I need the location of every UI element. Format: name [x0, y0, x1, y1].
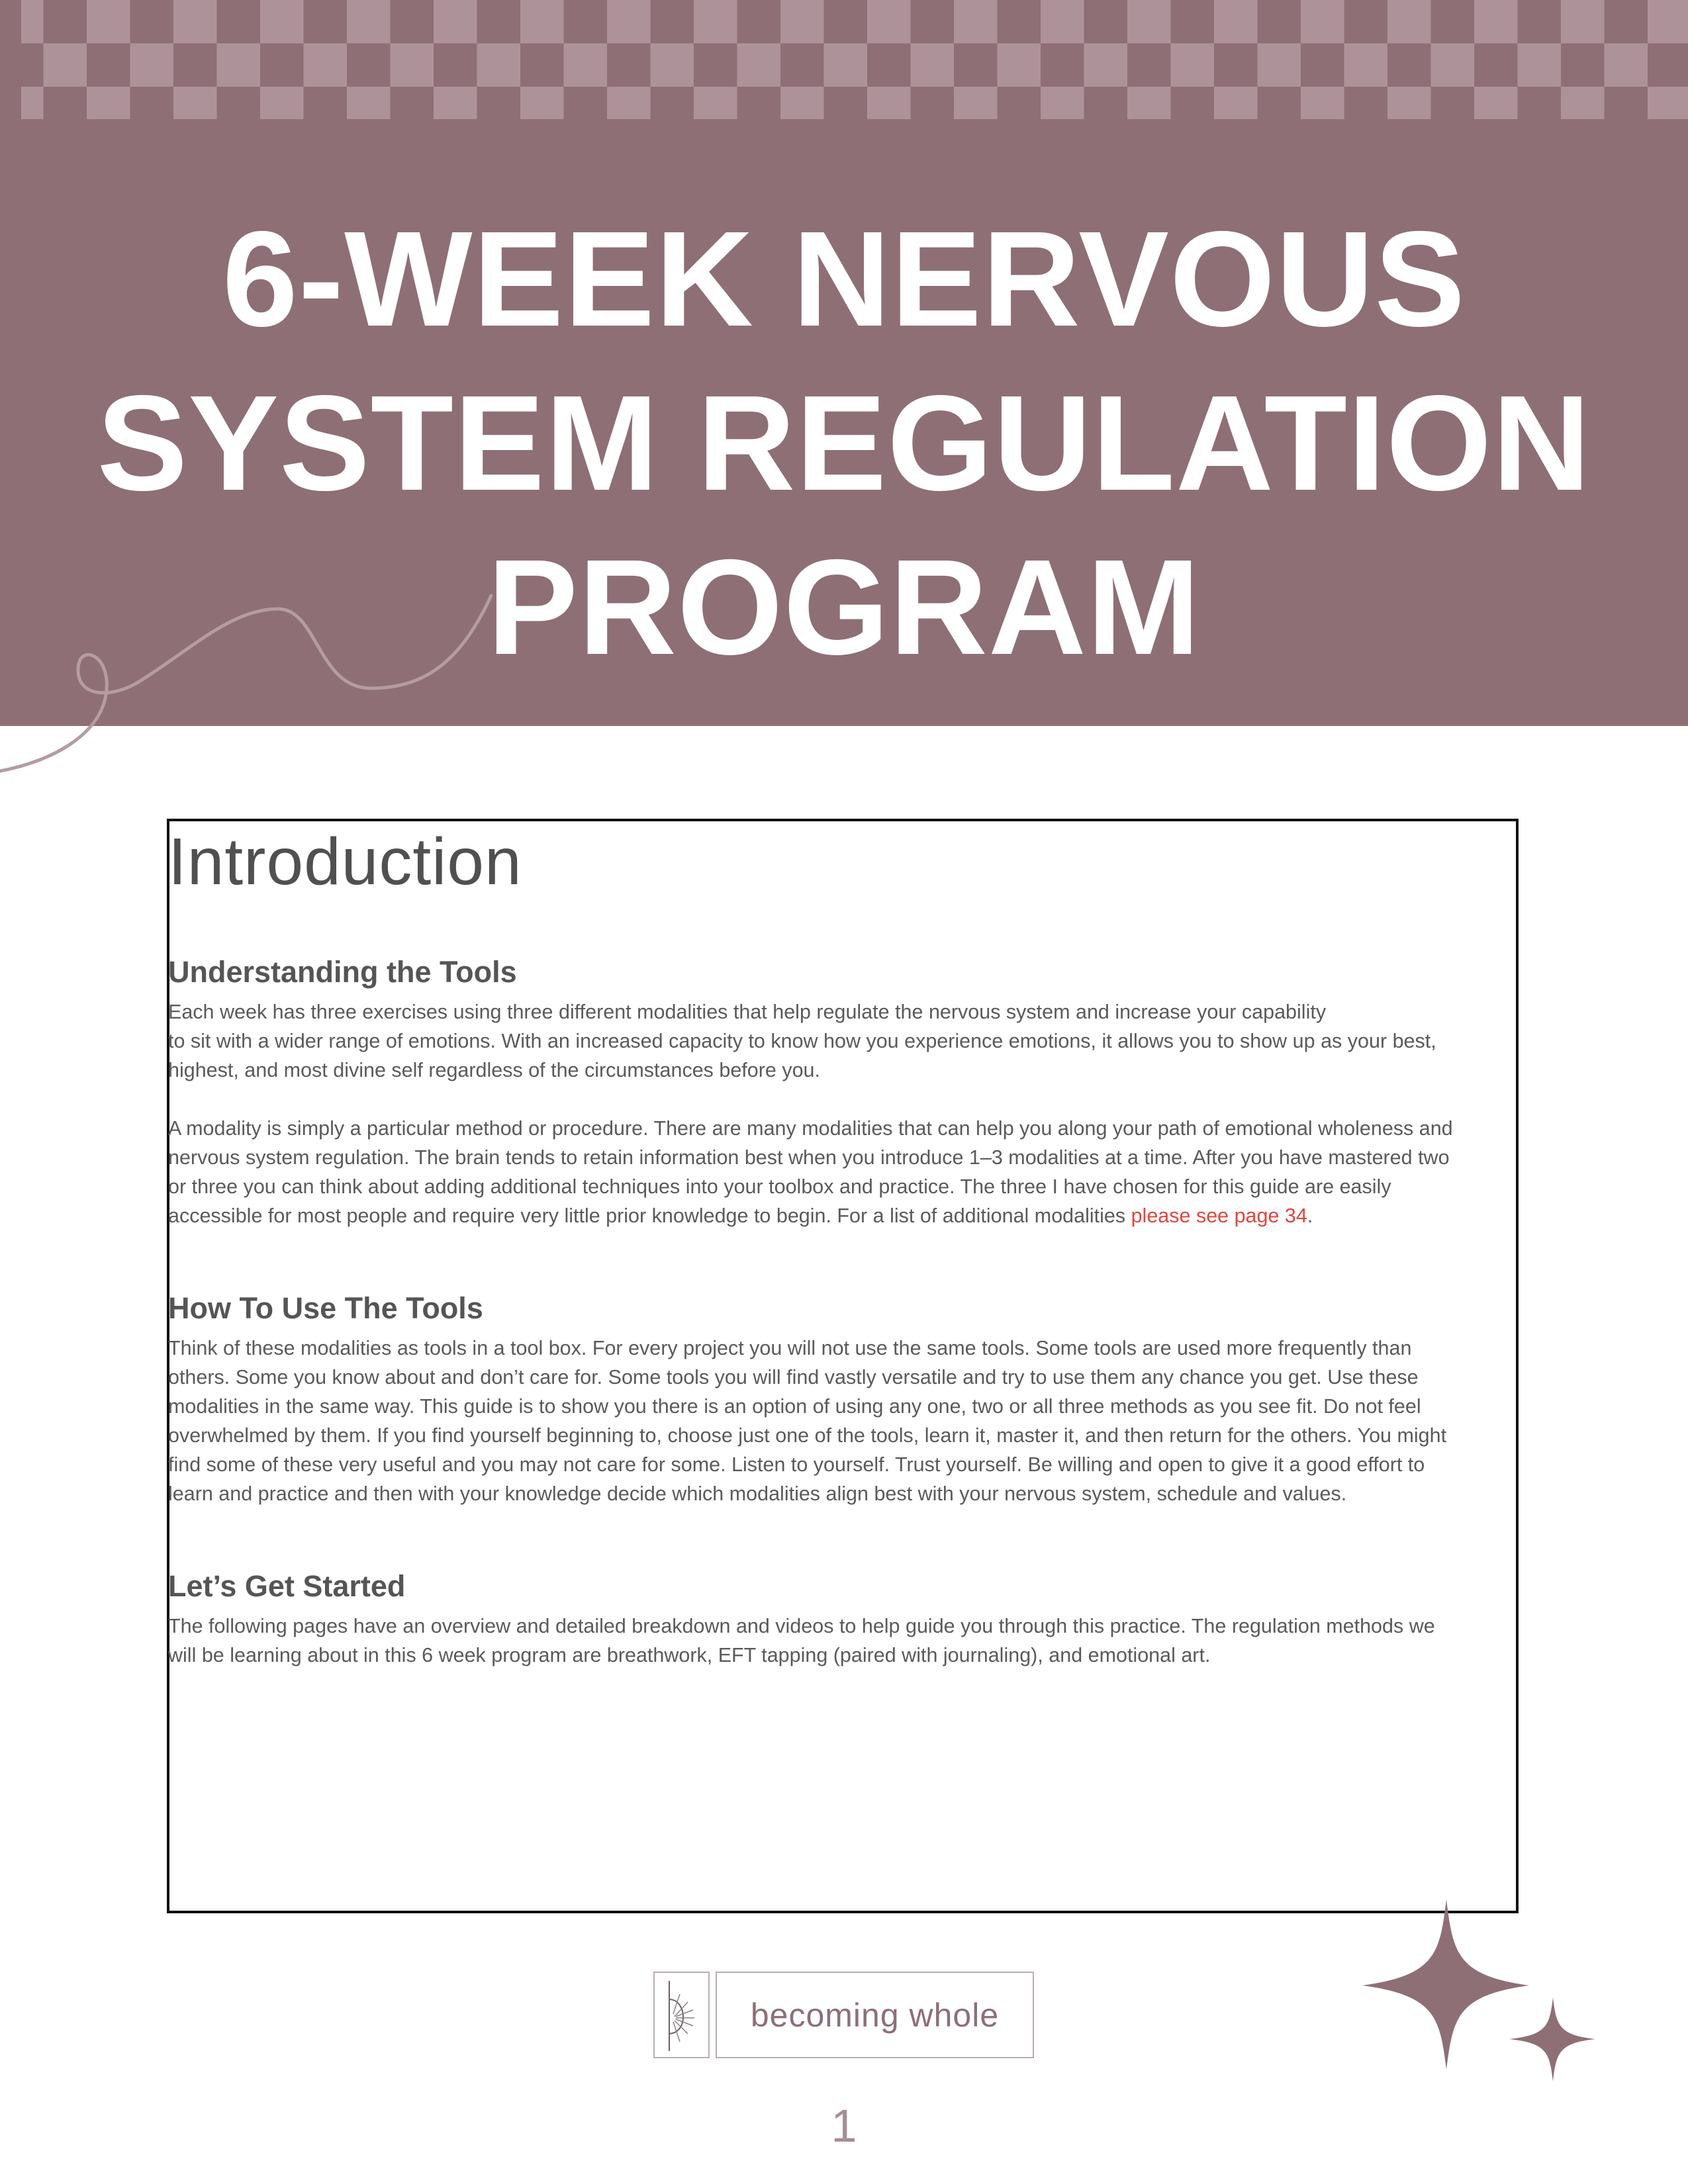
- logo-text: becoming whole: [750, 1996, 1000, 2034]
- checkerboard-pattern: [0, 0, 1688, 119]
- logo-wordmark: [716, 1972, 1034, 2058]
- squiggle-line: [0, 582, 503, 781]
- page-34-link[interactable]: please see page 34: [1131, 1205, 1307, 1227]
- page-number: 1: [831, 2100, 857, 2152]
- section-heading-how-to-use: How To Use The Tools: [168, 1291, 483, 1325]
- section-heading-understanding: Understanding the Tools: [168, 955, 517, 989]
- intro-title: Introduction: [168, 825, 522, 899]
- paragraph-how-to-use: Think of these modalities as tools in a tool box. For every project you will not use the same tools. Some tools are used more frequently than others. Some you know about and don’t care for. Some tools you will find vastly versatile and try to use them any chance you get. Use these modalities in the same way. This guide is to show you there is an option of using any one, two or all three methods as you see fit. Do not feel overwhelmed by them. If you find yourself beginning to, choose just one of the tools, learn it, master it, and then return for the others. You might find some of these very useful and you may not care for some. Listen to yourself. Trust yourself. Be willing and open to give it a good effort to learn and practice and then with your knowledge decide which modalities align best with your nervous system, schedule and values.: [168, 1337, 1447, 1505]
- paragraph-understanding-2-text: A modality is simply a particular method or procedure. There are many modalities that can help you along your path of emotional wholeness and nervous system regulation. The brain tends to retain information best when you introduce 1–3 modalities at a time. After you have mastered two or three you can think about adding additional techniques into your toolbox and practice. The three I have chosen for this guide are easily accessible for most people and require very little prior knowledge to begin. For a list of additional modalities: [168, 1117, 1453, 1227]
- sunrise-b-logo-icon: [653, 1972, 710, 2058]
- paragraph-understanding-2: [168, 1114, 1519, 1230]
- title-line-2: SYSTEM REGULATION: [97, 367, 1591, 519]
- title-line-3: PROGRAM: [487, 531, 1201, 683]
- paragraph-understanding-1: Each week has three exercises using three different modalities that help regulate the nervous system and increase your capability to sit with a wider range of emotions. With an increased capacity to know how you experience emotions, it allows you to show up as your best, highest, and most divine self regardless of the circumstances before you.: [168, 1001, 1436, 1081]
- intro-content: [168, 819, 1519, 1670]
- paragraph-get-started: The following pages have an overview and detailed breakdown and videos to help guide you through this practice. The regulation methods we will be learning about in this 6 week program are breathwork, EFT tapping (paired with journaling), and emotional art.: [168, 1615, 1435, 1666]
- four-point-star-icon: [1357, 1899, 1609, 2091]
- title-line-1: 6-WEEK NERVOUS: [222, 203, 1466, 355]
- section-heading-get-started: Let’s Get Started: [168, 1569, 406, 1603]
- link-suffix: .: [1307, 1205, 1313, 1227]
